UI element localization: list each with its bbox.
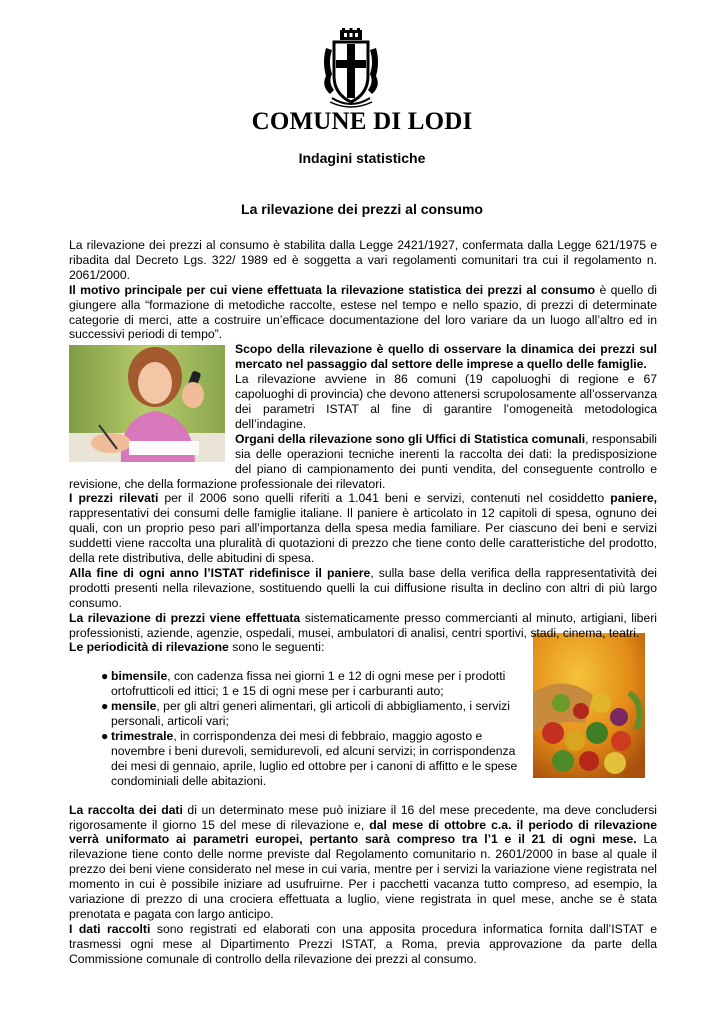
- woman-phone-photo: [69, 345, 225, 462]
- list-item: ● mensile, per gli altri generi alimentari, gli articoli di abbigliamento, i servizi personali, articoli vari;: [101, 699, 510, 729]
- list-item: ● trimestrale, in corrispondenza dei mesi di febbraio, maggio agosto e novembre i beni durevoli, semidurevoli, ed alcuni servizi; in corrispondenza dei mesi di gennaio, aprile, luglio ed ottobre per i canoni di affitto e le spese condominiali delle abitazioni.: [101, 729, 518, 788]
- page-title: La rilevazione dei prezzi al consumo: [241, 201, 483, 217]
- periodicity-paragraph: Le periodicità di rilevazione sono le seguenti:: [69, 640, 325, 655]
- section-heading: Indagini statistiche: [298, 150, 426, 166]
- coat-of-arms-icon: [318, 28, 384, 108]
- basket-paragraph: Alla fine di ogni anno l’ISTAT ridefinisce il paniere, sulla base della verifica della rappresentatività dei prodotti presenti nella rilevazione, sostituendo quelli la cui diffusione risulta in declino con altri di più largo consumo.: [69, 565, 657, 610]
- organs-paragraph: Organi della rilevazione sono gli Uffici di Statistica comunali, responsabili sia delle operazioni tecniche inerenti la raccolta dei dati: la predisposizione del piano di campionamento dei punti vendita, del conseguente controllo e revisione, che della formazione professionale dei rilevatori.: [69, 431, 658, 491]
- intro-paragraph: La rilevazione dei prezzi al consumo è stabilita dalla Legge 2421/1927, confermata dalla Legge 621/1975 e ribadita dal Decreto Lgs. 322/ 1989 ed è soggetta a vari regolamenti comunitari tra cui il regolamento n. 2061/2000.: [69, 238, 657, 282]
- survey-places-paragraph: La rilevazione di prezzi viene effettuata sistematicamente presso commercianti al minuto, artigiani, liberi professionisti, aziende, agenzie, ospedali, musei, ambulatori di analisi, centri sportivi, stadi, cinema, teatri.: [69, 610, 657, 640]
- data-collection-paragraph: La raccolta dei dati di un determinato mese può iniziare il 16 del mese precedente, ma deve concludersi rigorosamente il giorno 15 del mese di rilevazione e, dal mese di ottobre c.a. il periodo di rilevazione verrà uniformato ai parametri europei, pertanto sarà compreso tra l’1 e il 21 di ogni mese. La rilevazione tiene conto delle norme previste dal Regolamento comunitario n. 2601/2000 in base al quale il prezzo dei beni viene considerato nel mese in cui varia, mentre per i servizi la variazione viene registrata nel momento in cui è possibile iniziare ad usufruirne. Per i pacchetti vacanza tutto compreso, ad esempio, la variazione di prezzo di una crociera effettuata a luglio, viene registrata in quel mese, anche se è stata prenotata e pagata con largo anticipo.: [69, 802, 658, 921]
- list-item: ● bimensile, con cadenza fissa nei giorni 1 e 12 di ogni mese per i prodotti ortofrutticoli ed ittici; 1 e 15 di ogni mese per i carburanti auto;: [101, 669, 506, 699]
- document-body: [69, 238, 657, 967]
- periodicity-list: [69, 669, 657, 788]
- municipalities-paragraph: La rilevazione avviene in 86 comuni (19 capoluoghi di regione e 67 capoluoghi di provincia) che devono attenersi scrupolosamente all’osservanza dei parametri ISTAT al fine di garantire l’omogeneità metodologica dell’indagine.: [235, 372, 657, 431]
- data-processing-paragraph: I dati raccolti sono registrati ed elaborati con una apposita procedura informatica fornita dall’ISTAT e trasmessi ogni mese al Dipartimento Prezzi ISTAT, a Roma, previa approvazione da parte della Commissione comunale di controllo della rilevazione dei prezzi al consumo.: [69, 921, 657, 966]
- motive-paragraph: Il motivo principale per cui viene effettuata la rilevazione statistica dei prezzi al consumo è quello di giungere alla “formazione di metodiche raccolte, estese nel tempo e nello spazio, di prezzi di determinate categorie di merci, atte a costruire un’efficace documentazione del loro variare da un luogo all’altro ed in successivi periodi di tempo”.: [69, 282, 657, 342]
- prices-paragraph: I prezzi rilevati per il 2006 sono quelli riferiti a 1.041 beni e servizi, contenuti nel cosiddetto paniere, rappresentativi dei consumi delle famiglie italiane. Il paniere è articolato in 12 capitoli di spesa, ognuno dei quali, con un proprio peso pari all’importanza della spesa media familiare. Per ciascuno dei beni e servizi suddetti viene raccolta una pluralità di quotazioni di prezzo che tiene conto delle caratteristiche del prodotto, della rete distributiva, delle abitudini di spesa.: [69, 491, 657, 566]
- scope-paragraph: Scopo della rilevazione è quello di osservare la dinamica dei prezzi sul mercato nel passaggio dal settore delle imprese a quello delle famiglie.: [235, 342, 657, 372]
- organization-name: COMUNE DI LODI: [251, 108, 473, 135]
